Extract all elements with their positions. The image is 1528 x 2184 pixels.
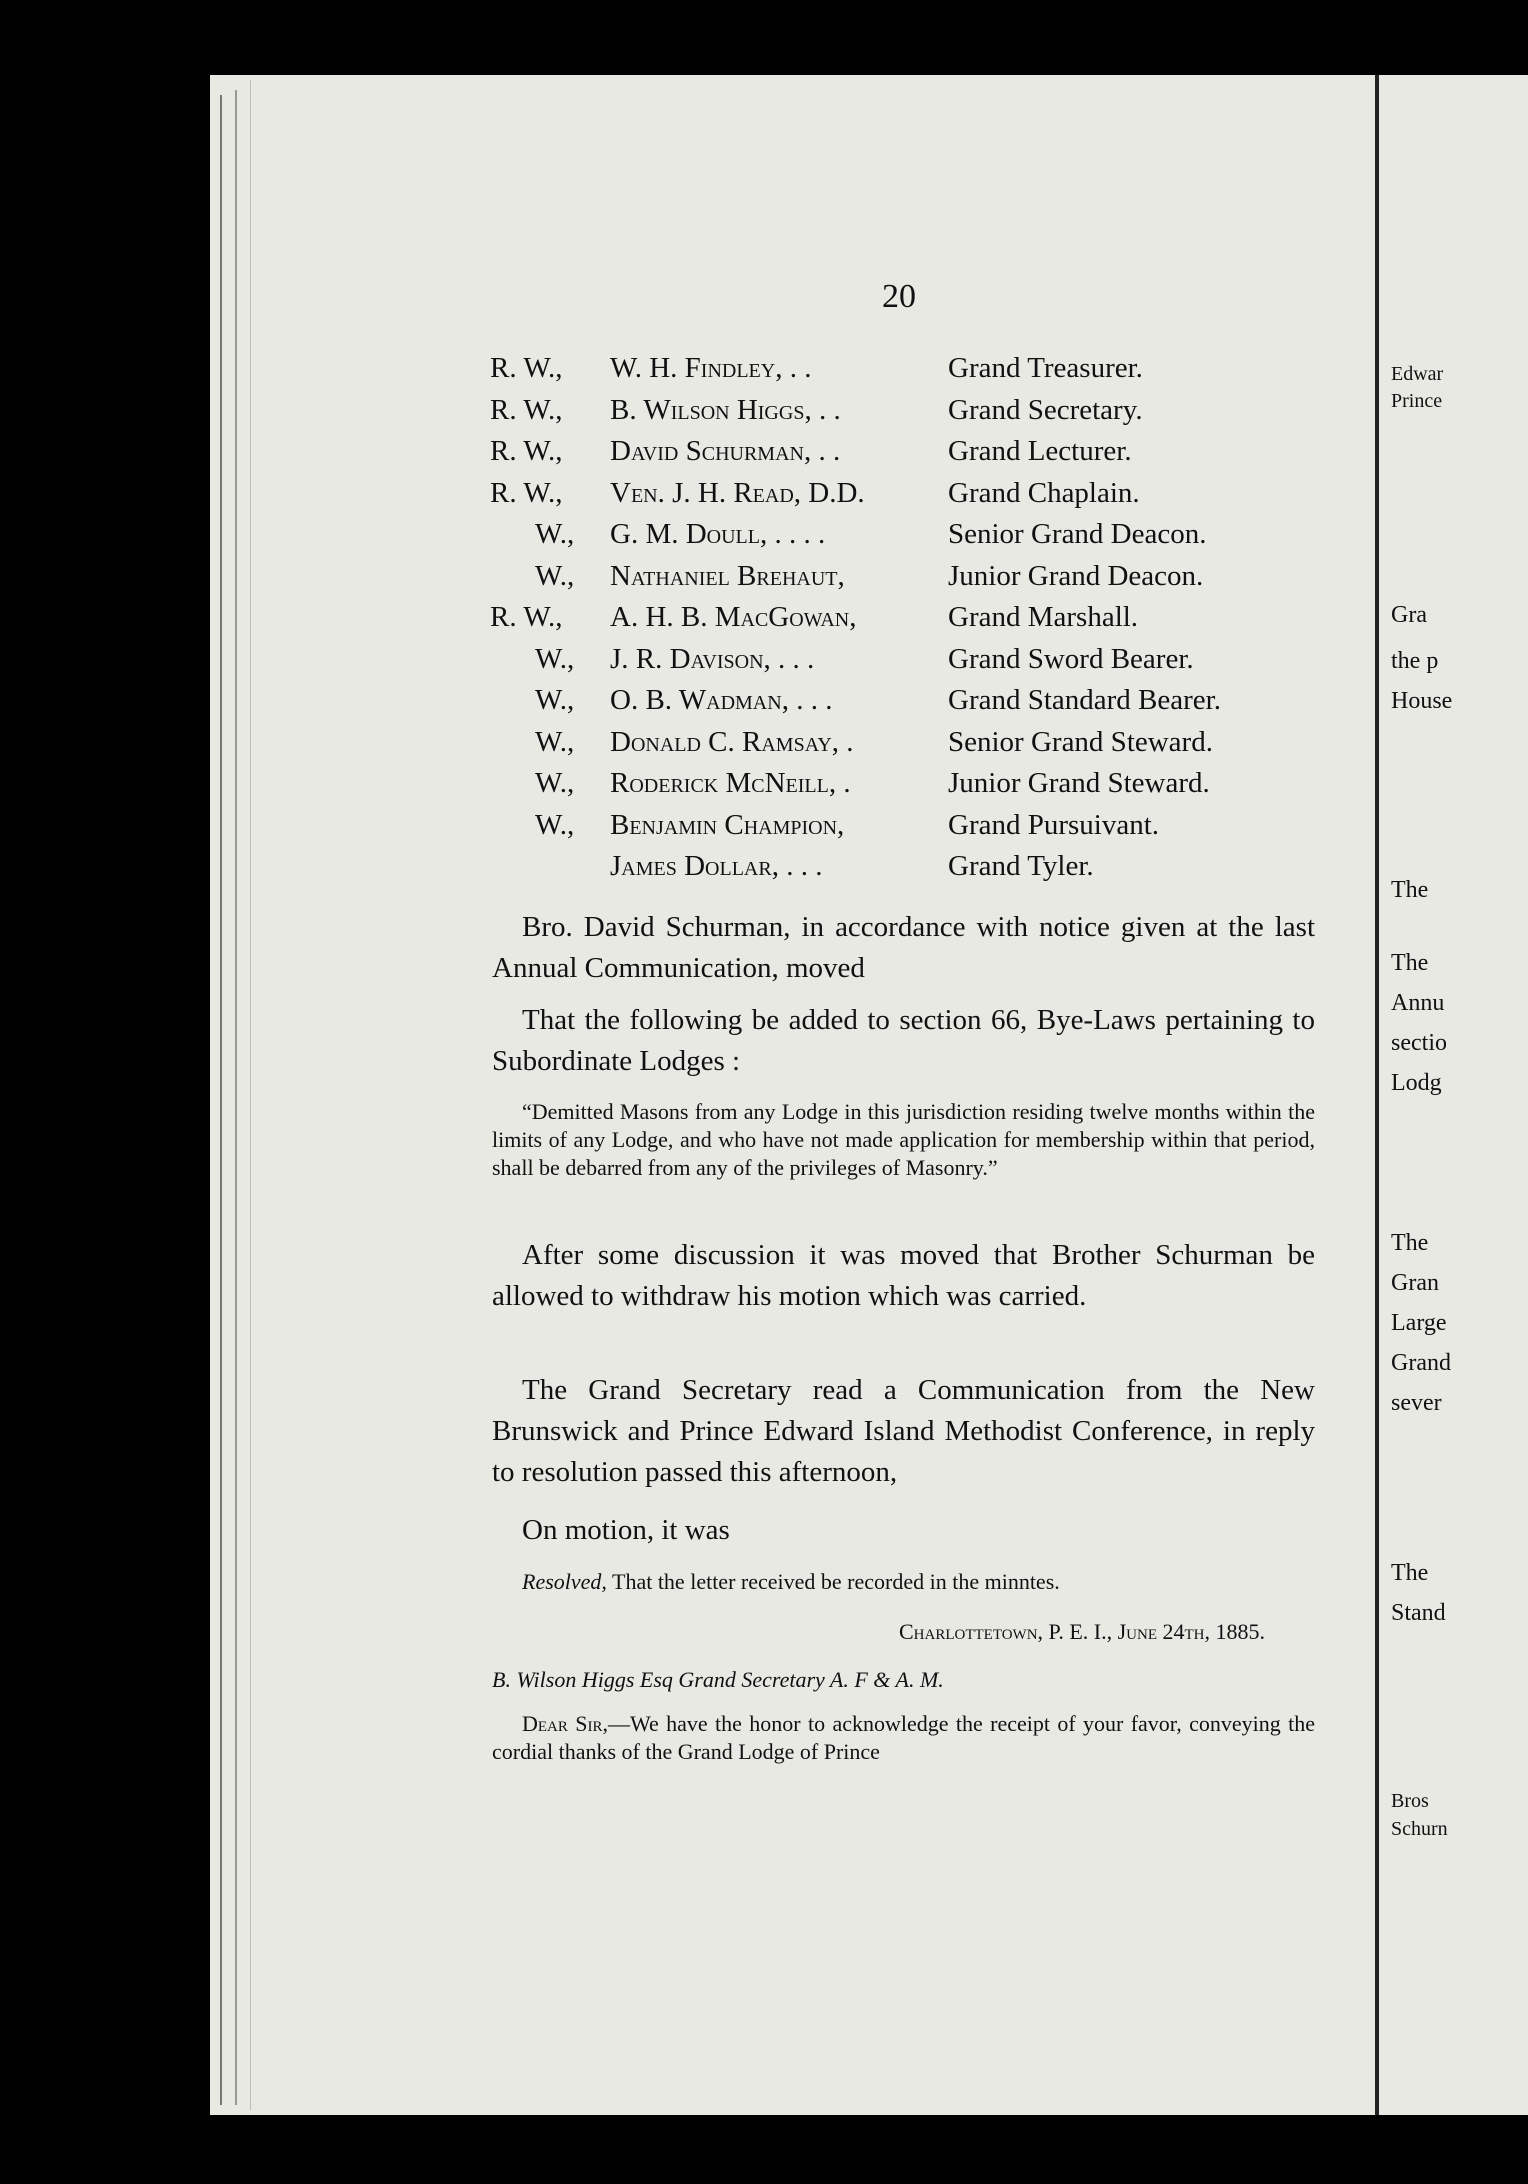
officer-name: James Dollar, . . .	[610, 850, 823, 882]
facing-line: The	[1391, 877, 1429, 903]
officer-title: Grand Standard Bearer.	[948, 684, 1221, 716]
facing-line: sever	[1391, 1390, 1442, 1416]
officer-title: Junior Grand Deacon.	[948, 559, 1204, 592]
officer-title: Grand Treasurer.	[948, 352, 1143, 384]
letter-addressee: B. Wilson Higgs Esq Grand Secretary A. F & A. M.	[492, 1667, 944, 1692]
facing-line: Grand	[1391, 1350, 1451, 1376]
resolved-label: Resolved,	[522, 1569, 607, 1594]
officer-rank: W.,	[535, 808, 575, 841]
officer-title: Grand Tyler.	[948, 850, 1094, 882]
officer-name: J. R. Davison, . . .	[610, 642, 815, 675]
officer-row	[490, 643, 1340, 685]
officer-rank: W.,	[535, 518, 575, 550]
resolved-text: That the letter received be recorded in the minntes.	[606, 1569, 1060, 1594]
letter-text: —We have the honor to acknowledge the receipt of your favor, conveying the cordial thanks of the Grand Lodge of Prince	[492, 1711, 1315, 1764]
officer-title: Senior Grand Deacon.	[948, 518, 1207, 550]
resolution	[492, 1568, 1315, 1596]
page-edge	[250, 80, 251, 2110]
officer-name: Donald C. Ramsay, .	[610, 725, 854, 758]
officer-title: Grand Sword Bearer.	[948, 642, 1194, 675]
officer-name: Roderick McNeill, .	[610, 767, 851, 799]
officer-rank: R. W.,	[490, 393, 563, 426]
discussion-paragraph: After some discussion it was moved that Brother Schurman be allowed to withdraw his motion which was carried.	[492, 1239, 1315, 1312]
facing-line: The	[1391, 1230, 1429, 1256]
officer-row	[490, 601, 1340, 643]
officer-row	[490, 684, 1340, 726]
officer-name: G. M. Doull, . . . .	[610, 518, 826, 550]
facing-line: House	[1391, 688, 1453, 714]
facing-line: Bros	[1391, 1790, 1429, 1812]
facing-line: Gra	[1391, 602, 1427, 628]
officer-row	[490, 518, 1340, 560]
motion-paragraph: Bro. David Schurman, in accordance with notice given at the last Annual Communication, moved	[492, 911, 1315, 984]
officer-row	[490, 767, 1340, 809]
officer-row	[490, 809, 1340, 851]
facing-line: Gran	[1391, 1270, 1439, 1296]
officer-name: O. B. Wadman, . . .	[610, 684, 833, 716]
on-motion-paragraph: On motion, it was	[522, 1514, 730, 1546]
facing-line: The	[1391, 1560, 1429, 1586]
facing-line: The	[1391, 950, 1429, 976]
officer-name: W. H. Findley, . .	[610, 352, 812, 384]
facing-line: Edwar	[1391, 363, 1444, 385]
officer-row	[490, 352, 1340, 394]
officer-name: David Schurman, . .	[610, 435, 841, 467]
officer-title: Junior Grand Steward.	[948, 767, 1210, 799]
facing-line: Stand	[1391, 1600, 1446, 1626]
officer-name: Benjamin Champion,	[610, 808, 845, 841]
quoted-bylaw: “Demitted Masons from any Lodge in this jurisdiction residing twelve months within the limits of any Lodge, and who have not made application for membership within that period, shall be debarred from any of the privileges of Masonry.”	[492, 1099, 1315, 1180]
facing-page-fragment	[1375, 75, 1528, 2115]
officer-title: Grand Secretary.	[948, 393, 1143, 426]
letter-dateline: Charlottetown, P. E. I., June 24th, 1885.	[899, 1619, 1265, 1644]
officer-rank: W.,	[535, 684, 575, 716]
officer-row	[490, 560, 1340, 602]
officer-row	[490, 435, 1340, 477]
letter-salutation: Dear Sir,	[522, 1711, 608, 1736]
facing-line: Large	[1391, 1310, 1447, 1336]
officer-rank: W.,	[535, 725, 575, 758]
officer-title: Senior Grand Steward.	[948, 725, 1213, 758]
officer-rank: R. W.,	[490, 476, 563, 509]
facing-line: the p	[1391, 648, 1439, 674]
officer-title: Grand Pursuivant.	[948, 808, 1160, 841]
officer-rank: W.,	[535, 559, 575, 592]
officer-row	[490, 477, 1340, 519]
officer-rank: W.,	[535, 642, 575, 675]
communication-paragraph: The Grand Secretary read a Communication from the New Brunswick and Prince Edward Island Methodist Conference, in reply to resolution passed this afternoon,	[492, 1374, 1315, 1488]
officer-title: Grand Marshall.	[948, 601, 1139, 633]
officer-title: Grand Lecturer.	[948, 435, 1132, 467]
page-edge	[235, 90, 237, 2105]
officer-rank: R. W.,	[490, 601, 563, 633]
officer-row	[490, 394, 1340, 436]
facing-line: Prince	[1391, 390, 1443, 412]
letter-body	[492, 1710, 1315, 1766]
officer-rank: R. W.,	[490, 352, 563, 384]
page-edge	[220, 95, 222, 2105]
facing-line: sectio	[1391, 1030, 1447, 1056]
officer-name: B. Wilson Higgs, . .	[610, 393, 841, 426]
officer-row	[490, 850, 1340, 892]
officers-list	[490, 352, 1340, 892]
officer-name: Nathaniel Brehaut,	[610, 559, 845, 592]
page-number: 20	[882, 278, 916, 315]
facing-line: Lodg	[1391, 1070, 1442, 1096]
officer-rank: R. W.,	[490, 435, 563, 467]
officer-title: Grand Chaplain.	[948, 476, 1140, 509]
facing-line: Schurn	[1391, 1818, 1448, 1840]
officer-rank: W.,	[535, 767, 575, 799]
facing-line: Annu	[1391, 990, 1445, 1016]
amendment-paragraph: That the following be added to section 66, Bye-Laws pertaining to Subordinate Lodges :	[492, 1004, 1315, 1077]
officer-name: A. H. B. MacGowan,	[610, 601, 857, 633]
officer-row	[490, 726, 1340, 768]
officer-name: Ven. J. H. Read, D.D.	[610, 476, 865, 509]
